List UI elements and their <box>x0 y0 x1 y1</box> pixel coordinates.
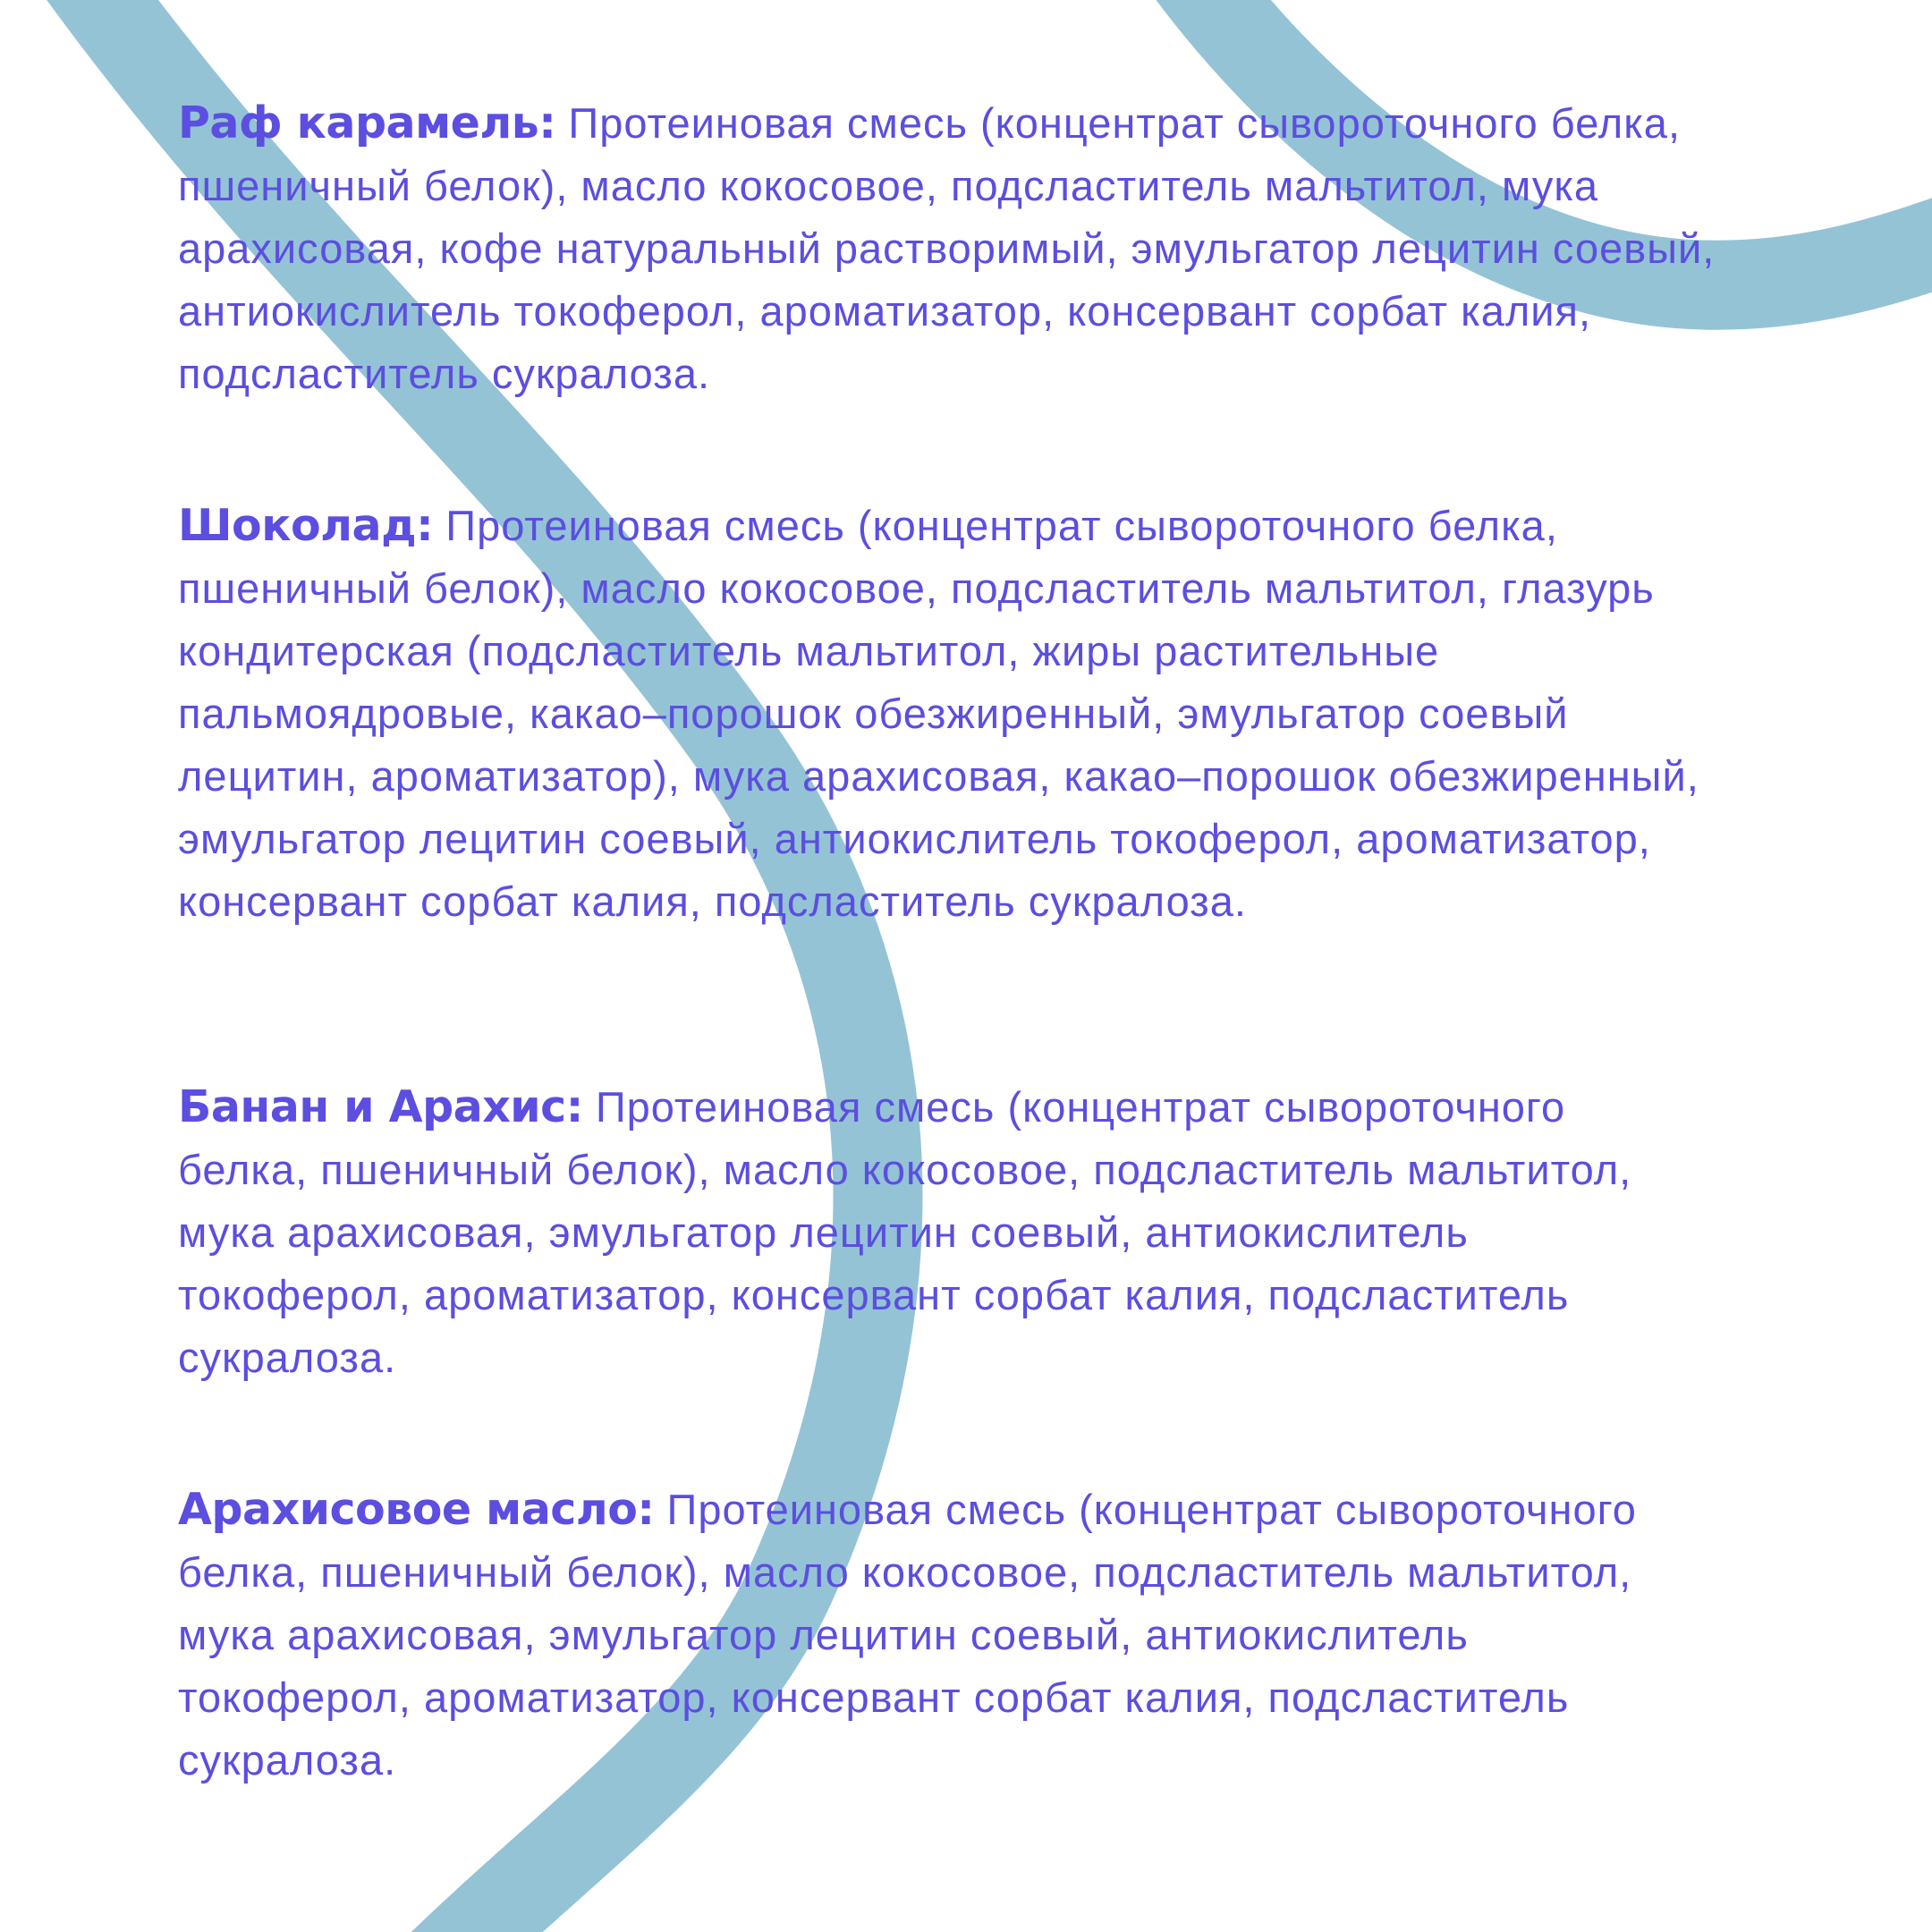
flavor-title: Шоколад: <box>178 500 434 551</box>
ingredient-block-peanut-butter <box>178 1479 1654 1792</box>
ingredient-text: Протеиновая смесь (концентрат сывороточного белка, пшеничный белок), масло кокосовое, подсластитель мальтитол, глазурь кондитерская (подсластитель мальтитол, жиры растительные пальмоядровые, какао–порошок обезжиренный, эмульгатор соевый лецитин, ароматизатор), мука арахисовая, какао–порошок обезжиренный, эмульгатор лецитин соевый, антиокислитель токоферол, ароматизатор, консервант сорбат калия, подсластитель сукралоза. <box>178 502 1699 925</box>
ingredient-block-raf-caramel <box>178 92 1734 405</box>
flavor-title: Раф карамель: <box>178 97 556 148</box>
ingredient-text: Протеиновая смесь (концентрат сывороточного белка, пшеничный белок), масло кокосовое, подсластитель мальтитол, мука арахисовая, кофе натуральный растворимый, эмульгатор лецитин соевый, антиокислитель токоферол, ароматизатор, консервант сорбат калия, подсластитель сукралоза. <box>178 99 1716 397</box>
ingredient-text: Протеиновая смесь (концентрат сывороточного белка, пшеничный белок), масло кокосовое, подсластитель мальтитол, мука арахисовая, эмульгатор лецитин соевый, антиокислитель токоферол, ароматизатор, консервант сорбат калия, подсластитель сукралоза. <box>178 1083 1632 1381</box>
flavor-title: Банан и Арахис: <box>178 1081 583 1132</box>
flavor-title: Арахисовое масло: <box>178 1484 655 1535</box>
ingredient-block-chocolate <box>178 495 1752 933</box>
ingredient-block-banana-peanut <box>178 1076 1654 1389</box>
ingredient-text: Протеиновая смесь (концентрат сывороточного белка, пшеничный белок), масло кокосовое, подсластитель мальтитол, мука арахисовая, эмульгатор лецитин соевый, антиокислитель токоферол, ароматизатор, консервант сорбат калия, подсластитель сукралоза. <box>178 1486 1637 1784</box>
